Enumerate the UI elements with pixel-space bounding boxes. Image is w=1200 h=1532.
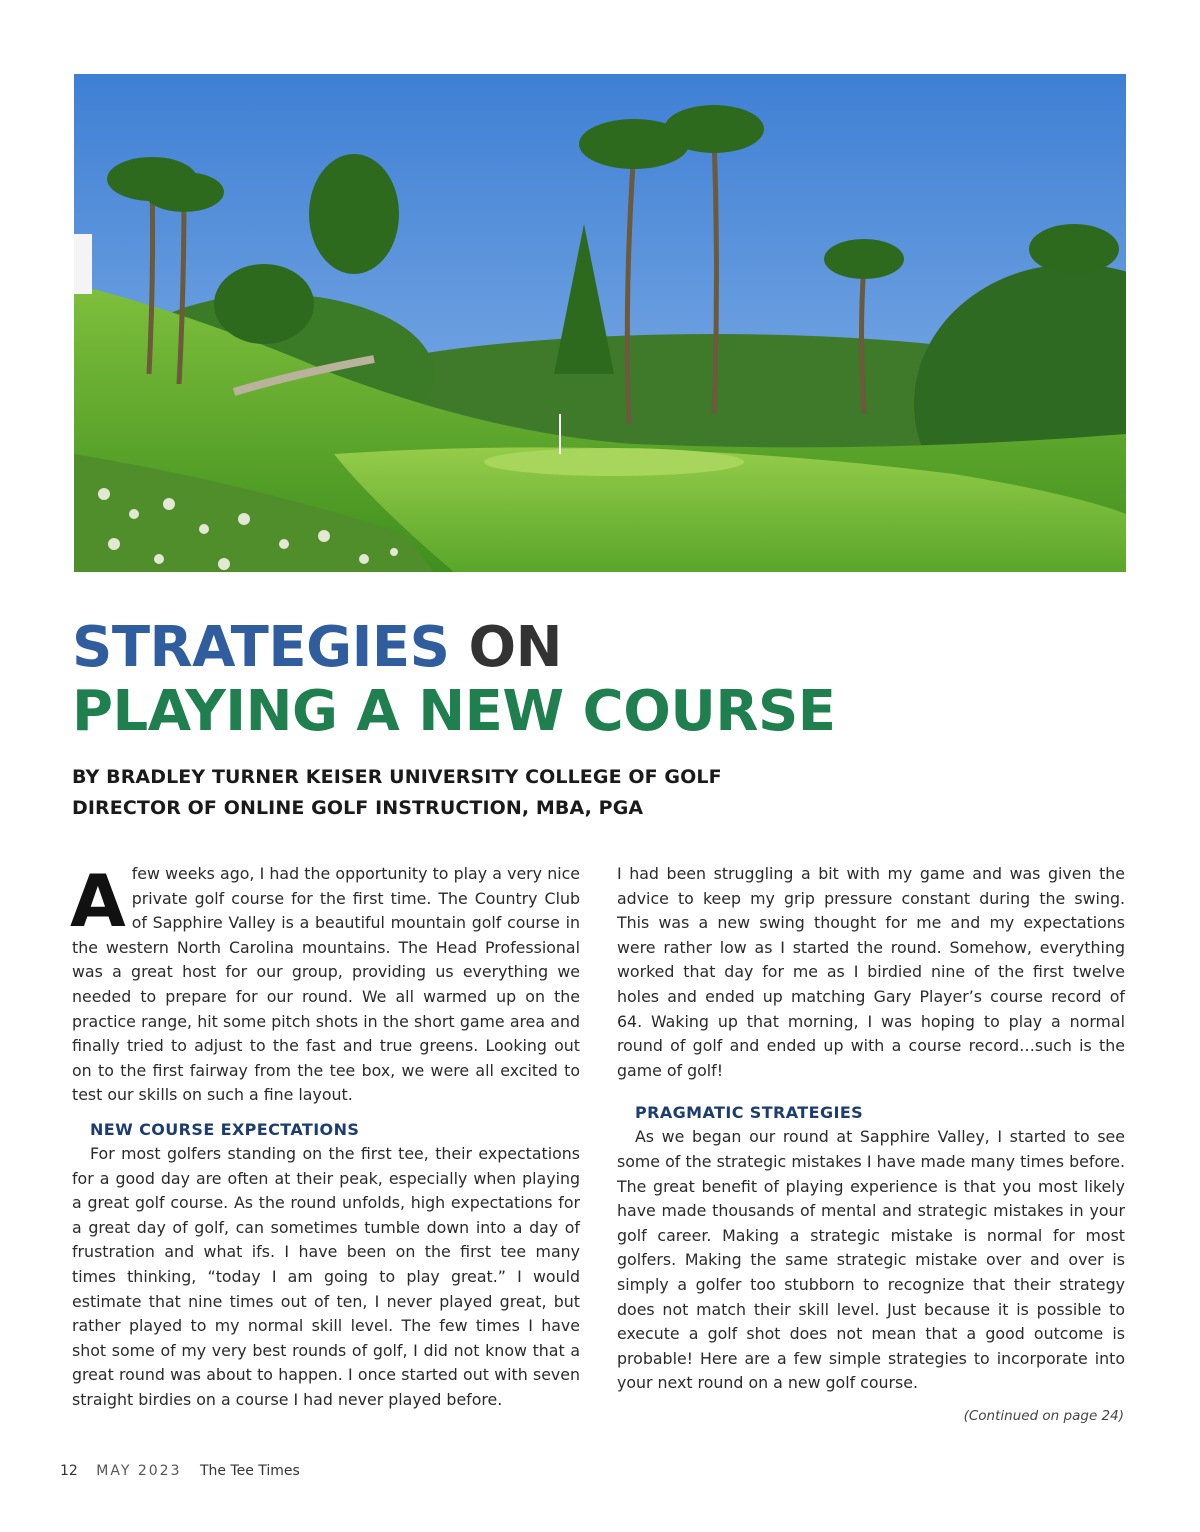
intro-paragraph — [70, 859, 580, 1108]
continued-note: (Continued on page 24) — [963, 1408, 1124, 1424]
intro-text: few weeks ago, I had the opportunity to play a very nice private golf course for the first time. The Country Club of Sapphire Valley is a beautiful mountain golf course in the western North Carolina mountains. The Head Professional was a great host for our group, providing us everything we needed to prepare for our round. We all warmed up on the practice range, hit some pitch shots in the short game area and finally tried to adjust to the fast and true greens. Looking out on to the first fairway from the tee box, we were all excited to test our skills on such a fine layout. — [72, 864, 580, 1105]
section-heading-pragmatic: PRAGMATIC STRATEGIES — [635, 1103, 864, 1123]
pragmatic-paragraph: As we began our round at Sapphire Valley, I started to see some of the strategic mistakes I have made many times before. The great benefit of playing experience is that you most likely have made thousands of mental and strategic mistakes in your golf career. Making a strategic mistake is normal for most golfers. Making the same strategic mistake over and over is simply a golfer too stubborn to recognize that their strategy does not match their skill level. Just because it is possible to execute a golf shot does not mean that a good outcome is probable! Here are a few simple strategies to incorporate into your next round on a new golf course. — [617, 1127, 1125, 1393]
issue-date: MAY 2023 — [96, 1463, 182, 1479]
expectations-paragraph: For most golfers standing on the first tee, their expectations for a good day are often at their peak, especially when playing a great golf course. As the round unfolds, high expectations for a great day of golf, can sometimes tumble down into a day of frustration and what ifs. I have been on the first tee many times thinking, “today I am going to play great.” I would estimate that nine times out of ten, I never played great, but rather played to my normal skill level. The few times I have shot some of my very best rounds of golf, I did not know that a great round was about to happen. I once started out with seven straight birdies on a course I had never played before. — [72, 1143, 580, 1409]
page-number: 12 — [60, 1463, 78, 1479]
drop-cap: A — [70, 859, 126, 943]
byline-author: BY BRADLEY TURNER KEISER UNIVERSITY COLLEGE OF GOLF — [72, 766, 722, 788]
byline-title: DIRECTOR OF ONLINE GOLF INSTRUCTION, MBA, PGA — [72, 797, 644, 819]
article-column-right — [617, 862, 1125, 1396]
continuation-paragraph: I had been struggling a bit with my game and was given the advice to keep my grip pressure constant during the swing. This was a new swing thought for me and my expectations were rather low as I started the round. Somehow, everything worked that day for me as I birdied nine of the first twelve holes and ended up matching Gary Player’s course record of 64. Waking up that morning, I was hoping to play a normal round of golf and ended up with a course record…such is the game of golf! — [617, 864, 1125, 1080]
title-word-strategies: STRATEGIES — [72, 615, 450, 680]
byline — [72, 762, 722, 824]
hero-photo-golf-course — [74, 74, 1126, 572]
title-word-on: ON — [468, 615, 562, 680]
publication-name: The Tee Times — [199, 1463, 300, 1479]
title-line-2: PLAYING A NEW COURSE — [72, 679, 836, 744]
article-column-left — [70, 859, 580, 1412]
article-title — [72, 616, 836, 744]
page-footer — [60, 1463, 314, 1479]
section-heading-expectations: NEW COURSE EXPECTATIONS — [90, 1119, 360, 1139]
